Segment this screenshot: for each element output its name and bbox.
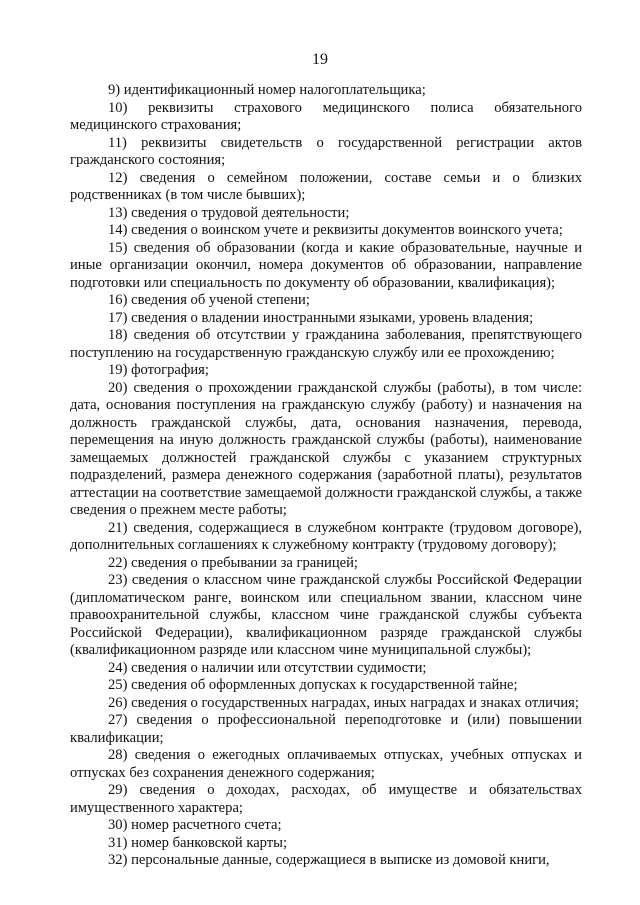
list-item: 15) сведения об образовании (когда и какие образовательные, научные и иные организации окончил, номера документов об образовании, направление подготовки или специальность по документу об образовании, квалификация); xyxy=(70,239,582,291)
document-body xyxy=(70,82,582,870)
list-item: 21) сведения, содержащиеся в служебном контракте (трудовом договоре), дополнительных соглашениях к служебному контракту (трудовому договору); xyxy=(70,519,582,553)
list-item: 24) сведения о наличии или отсутствии судимости; xyxy=(108,659,427,676)
list-item: 22) сведения о пребывании за границей; xyxy=(108,554,358,571)
list-item: 25) сведения об оформленных допусках к государственной тайне; xyxy=(108,677,518,693)
list-item: 26) сведения о государственных наградах, иных наградах и знаках отличия; xyxy=(108,694,579,711)
list-item: 32) персональные данные, содержащиеся в выписке из домовой книги, xyxy=(108,852,550,868)
list-item: 11) реквизиты свидетельств о государственной регистрации актов гражданского состояния; xyxy=(70,134,582,168)
list-item: 23) сведения о классном чине гражданской службы Российской Федерации (дипломатическом ранге, воинском или специальном звании, классном чине правоохранительной службы, классном чине гражданской службы субъекта Российской Федерации), квалификационном разряде гражданской службы (квалификационном разряде или классном чине муниципальной службы); xyxy=(70,572,582,658)
list-item: 19) фотография; xyxy=(108,362,209,378)
page-number: 19 xyxy=(312,51,328,68)
list-item: 18) сведения об отсутствии у гражданина заболевания, препятствующего поступлению на государственную гражданскую службу или ее прохождению; xyxy=(70,327,582,361)
list-item: 12) сведения о семейном положении, составе семьи и о близких родственниках (в том числе бывших); xyxy=(70,169,582,203)
list-item: 13) сведения о трудовой деятельности; xyxy=(108,204,350,221)
list-item: 10) реквизиты страхового медицинского полиса обязательного медицинского страхования; xyxy=(70,99,582,133)
list-item: 17) сведения о владении иностранными языками, уровень владения; xyxy=(108,309,534,326)
list-item: 9) идентификационный номер налогоплательщика; xyxy=(108,82,426,98)
list-item: 28) сведения о ежегодных оплачиваемых отпусках, учебных отпусках и отпусках без сохранения денежного содержания; xyxy=(70,747,582,781)
list-item: 31) номер банковской карты; xyxy=(108,834,288,851)
list-item: 29) сведения о доходах, расходах, об имуществе и обязательствах имущественного характера; xyxy=(70,782,582,816)
list-item: 14) сведения о воинском учете и реквизиты документов воинского учета; xyxy=(108,222,563,238)
list-item: 16) сведения об ученой степени; xyxy=(108,292,310,308)
list-item: 30) номер расчетного счета; xyxy=(108,817,282,833)
list-item: 27) сведения о профессиональной переподготовке и (или) повышении квалификации; xyxy=(70,712,582,746)
list-item: 20) сведения о прохождении гражданской службы (работы), в том числе: дата, основания поступления на гражданскую службу (работу) и назначения на должность гражданской службы, дата, основания назначения, перевода, перемещения на иную должность гражданской службы (работы), наименование замещаемых должностей гражданской службы с указанием структурных подразделений, размера денежного содержания (заработной платы), результатов аттестации на соответствие замещаемой должности гражданской службы, а также сведения о прежнем месте работы; xyxy=(70,379,582,518)
